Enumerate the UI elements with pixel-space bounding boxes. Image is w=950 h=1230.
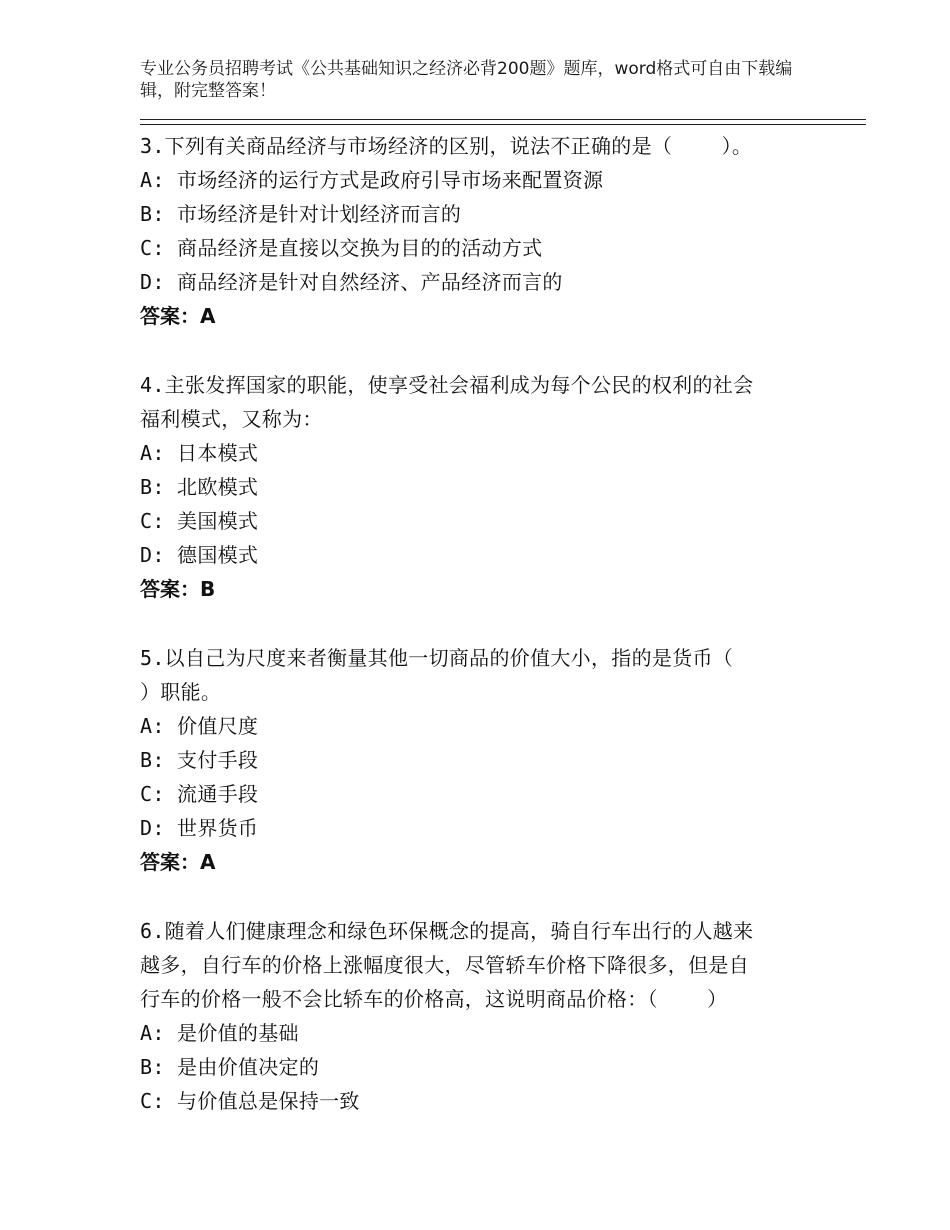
option-b: B: 支付手段 [140,748,259,772]
answer-label: 答案：A [140,850,216,874]
option-c: C: 商品经济是直接以交换为目的的活动方式 [140,236,543,260]
question-stem: 越多，自行车的价格上涨幅度很大，尽管轿车价格下降很多，但是自 [140,953,749,977]
question-stem: 5.以自己为尺度来者衡量其他一切商品的价值大小，指的是货币（ [140,646,734,670]
option-a: A: 日本模式 [140,441,259,465]
option-c: C: 美国模式 [140,509,259,533]
answer-label: 答案：B [140,577,216,601]
option-a: A: 是价值的基础 [140,1021,299,1045]
header-divider-bottom [140,124,866,125]
answer-label: 答案：A [140,304,216,328]
option-b: B: 是由价值决定的 [140,1055,320,1079]
question-stem: 行车的价格一般不会比轿车的价格高，这说明商品价格：（ ） [140,987,728,1011]
option-a: A: 价值尺度 [140,714,259,738]
option-d: D: 商品经济是针对自然经济、产品经济而言的 [140,270,563,294]
document-header: 专业公务员招聘考试《公共基础知识之经济必背200题》题库，word格式可自由下载编辑，附完整答案！ [140,59,793,101]
question-stem: 福利模式，又称为： [140,407,323,431]
question-stem: 4.主张发挥国家的职能，使享受社会福利成为每个公民的权利的社会 [140,373,754,397]
option-d: D: 世界货币 [140,816,259,840]
question-3 [140,129,840,333]
question-6 [140,914,840,1118]
question-4 [140,368,840,606]
question-stem: 6.随着人们健康理念和绿色环保概念的提高，骑自行车出行的人越来 [140,919,754,943]
question-list [140,129,840,1118]
question-5 [140,641,840,879]
option-a: A: 市场经济的运行方式是政府引导市场来配置资源 [140,168,604,192]
option-c: C: 流通手段 [140,782,259,806]
header-divider-top [140,119,866,120]
question-stem: 3.下列有关商品经济与市场经济的区别，说法不正确的是（ ）。 [140,134,753,158]
question-stem: ）职能。 [140,680,222,704]
option-b: B: 市场经济是针对计划经济而言的 [140,202,462,226]
option-c: C: 与价值总是保持一致 [140,1089,360,1113]
option-d: D: 德国模式 [140,543,259,567]
option-b: B: 北欧模式 [140,475,259,499]
